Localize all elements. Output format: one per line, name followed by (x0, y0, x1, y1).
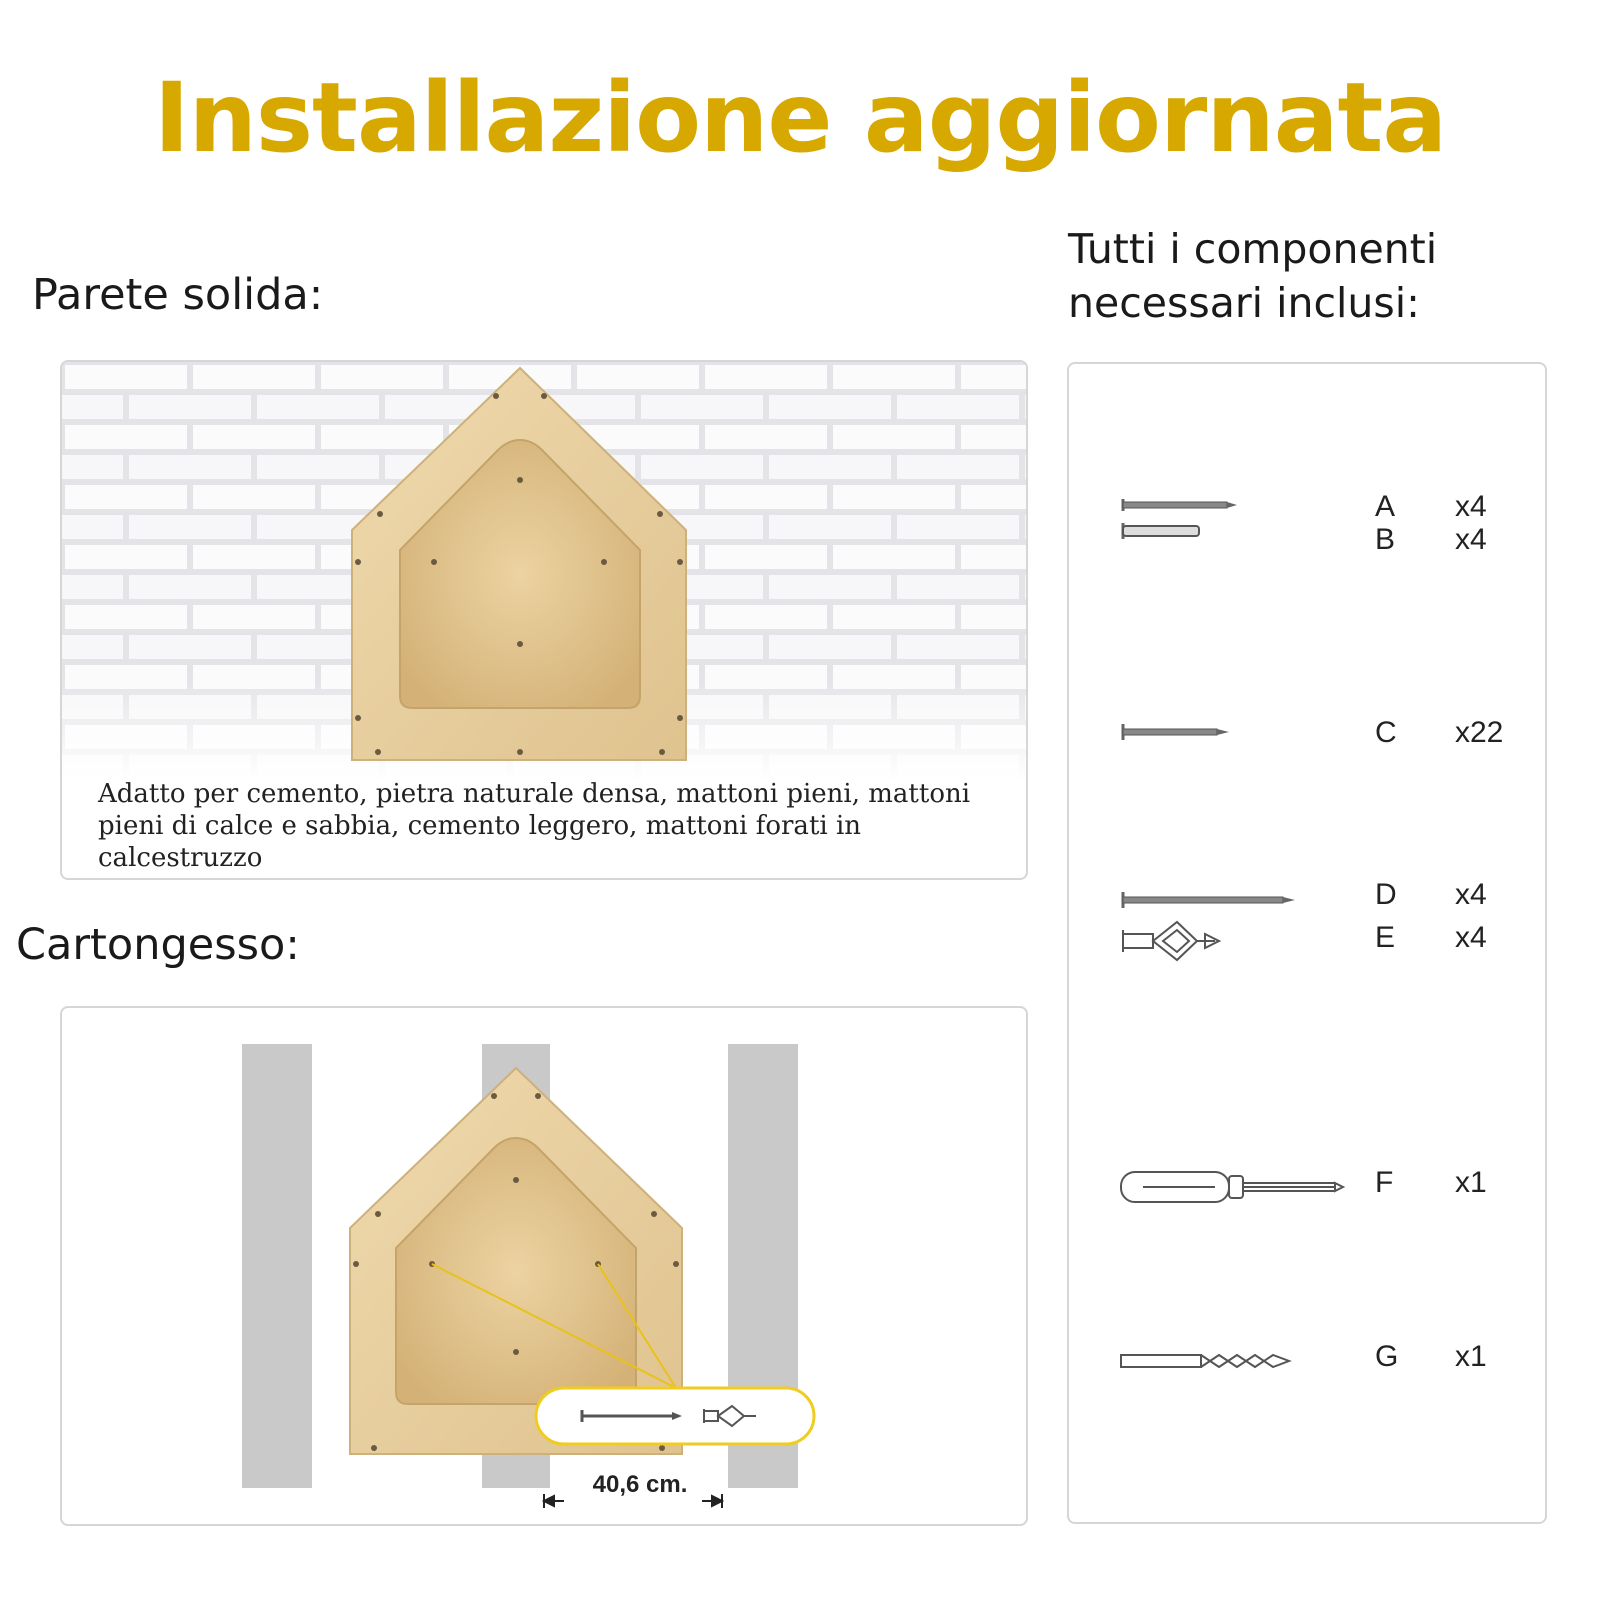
drywall-anchor-icon (1119, 918, 1239, 968)
component-qty-a: x4 (1455, 490, 1487, 523)
hardware-callout (536, 1388, 814, 1444)
component-letter-g: G (1375, 1340, 1399, 1373)
component-qty-b: x4 (1455, 523, 1487, 556)
wall-plug-screw-icon (1119, 492, 1249, 542)
component-row-a-b (1069, 492, 1545, 572)
page-title: Installazione aggiornata (153, 62, 1447, 174)
short-screw-icon (1119, 718, 1239, 748)
component-row-d-e (1069, 874, 1545, 964)
component-letter-f: F (1375, 1166, 1394, 1199)
drywall-illustration (62, 1008, 1026, 1524)
component-letter-a: A (1375, 490, 1396, 523)
component-row-f (1069, 1166, 1545, 1216)
stud-spacing-label: 40,6 cm. (592, 1471, 688, 1498)
component-qty-g: x1 (1455, 1340, 1487, 1373)
solid-wall-panel (60, 360, 1028, 880)
components-heading-line1: Tutti i componenti (1068, 225, 1438, 273)
component-row-g (1069, 1340, 1545, 1384)
component-qty-c: x22 (1455, 716, 1504, 749)
components-panel (1067, 362, 1547, 1524)
component-letter-e: E (1375, 921, 1396, 954)
screwdriver-icon (1119, 1166, 1349, 1210)
drill-bit-icon (1119, 1346, 1299, 1376)
component-qty-e: x4 (1455, 921, 1487, 954)
brick-wall-illustration (62, 362, 1026, 782)
solid-wall-heading: Parete solida: (32, 270, 324, 320)
component-letter-d: D (1375, 878, 1397, 911)
component-row-c (1069, 716, 1545, 760)
components-heading (1068, 222, 1437, 330)
component-letter-c: C (1375, 716, 1397, 749)
component-qty-d: x4 (1455, 878, 1487, 911)
component-letter-b: B (1375, 523, 1396, 556)
wall-stud-left (242, 1044, 312, 1488)
drywall-heading: Cartongesso: (16, 920, 300, 970)
components-heading-line2: necessari inclusi: (1068, 279, 1420, 327)
solid-wall-caption: Adatto per cemento, pietra naturale densa, mattoni pieni, mattoni pieni di calce e sabbia, cemento leggero, mattoni forati in calcestruzzo (98, 779, 971, 873)
drywall-panel (60, 1006, 1028, 1526)
component-qty-f: x1 (1455, 1166, 1487, 1199)
